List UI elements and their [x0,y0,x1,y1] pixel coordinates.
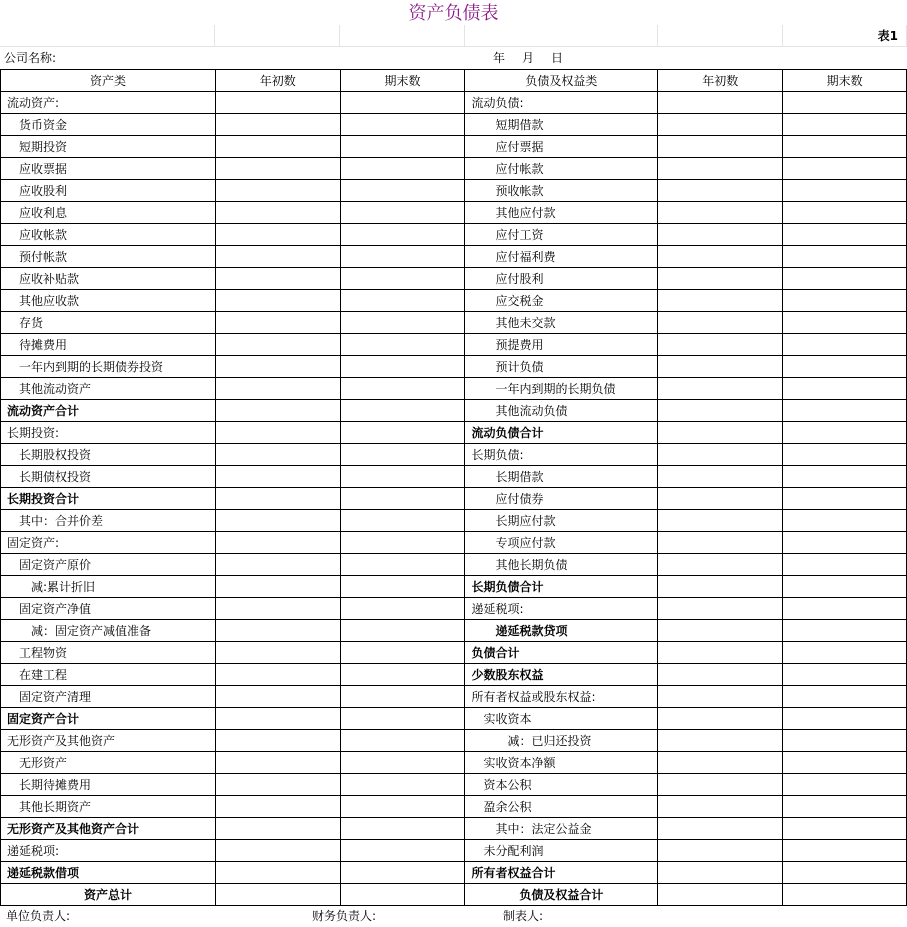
finance-head-label: 财务负责人: [312,909,377,923]
liab-begin-cell[interactable] [658,488,783,510]
liab-item-label: 其他应付款 [465,202,658,224]
liab-end-cell[interactable] [783,708,907,730]
asset-begin-cell[interactable] [215,400,340,422]
table-row [1,488,907,510]
empty-cell[interactable] [340,25,465,47]
liab-begin-cell[interactable] [658,334,783,356]
asset-item-label: 应收补贴款 [1,268,216,290]
asset-end-cell[interactable] [340,246,465,268]
liab-end-cell[interactable] [783,268,907,290]
asset-item-label: 固定资产: [1,532,216,554]
liab-begin-cell[interactable] [658,774,783,796]
asset-item-label: 减：固定资产减值准备 [1,620,216,642]
asset-end-cell[interactable] [340,400,465,422]
liab-begin-cell[interactable] [658,796,783,818]
liab-item-label: 应交税金 [465,290,658,312]
liab-item-label: 其中：法定公益金 [465,818,658,840]
liab-item-label: 流动负债合计 [465,422,658,444]
liab-total-label: 负债及权益合计 [465,884,658,906]
asset-item-label: 其中：合并价差 [1,510,216,532]
liab-begin-cell[interactable] [658,466,783,488]
table-number: 表1 [783,25,907,47]
asset-begin-cell[interactable] [215,796,340,818]
liab-end-cell[interactable] [783,202,907,224]
asset-item-label: 长期投资: [1,422,216,444]
table-row [1,312,907,334]
liab-begin-cell[interactable] [658,598,783,620]
asset-begin-cell[interactable] [215,224,340,246]
liab-end-cell[interactable] [783,92,907,114]
liab-begin-cell[interactable] [658,532,783,554]
col-header-asset-begin: 年初数 [215,70,340,92]
liab-begin-cell[interactable] [658,510,783,532]
asset-begin-cell[interactable] [215,444,340,466]
col-header-liab-begin: 年初数 [658,70,783,92]
asset-begin-cell[interactable] [215,290,340,312]
asset-end-cell[interactable] [340,862,465,884]
liab-end-cell[interactable] [783,488,907,510]
asset-end-cell[interactable] [340,202,465,224]
liab-item-label: 应付票据 [465,136,658,158]
asset-end-cell[interactable] [340,224,465,246]
liab-item-label: 其他长期负债 [465,554,658,576]
liab-begin-cell[interactable] [658,730,783,752]
sheet-number-row [0,25,907,47]
col-header-assets: 资产类 [1,70,216,92]
liab-end-cell[interactable] [783,290,907,312]
table-row [1,620,907,642]
liab-end-cell[interactable] [783,224,907,246]
liab-item-label: 预收帐款 [465,180,658,202]
liab-end-cell[interactable] [783,862,907,884]
liab-begin-cell[interactable] [658,752,783,774]
asset-begin-cell[interactable] [215,246,340,268]
table-row [1,554,907,576]
asset-begin-cell[interactable] [215,136,340,158]
asset-item-label: 存货 [1,312,216,334]
col-header-liab-end: 期末数 [783,70,907,92]
liab-end-cell[interactable] [783,642,907,664]
asset-end-cell[interactable] [340,686,465,708]
asset-item-label: 无形资产及其他资产合计 [1,818,216,840]
asset-begin-cell[interactable] [215,708,340,730]
asset-end-cell[interactable] [340,796,465,818]
liab-item-label: 盈余公积 [465,796,658,818]
liab-end-cell[interactable] [783,554,907,576]
liab-item-label: 应付债券 [465,488,658,510]
asset-begin-cell[interactable] [215,312,340,334]
liab-end-cell[interactable] [783,422,907,444]
page-title: 资产负债表 [408,3,499,24]
liab-begin-cell[interactable] [658,268,783,290]
liab-item-label: 流动负债: [465,92,658,114]
liab-item-label: 长期应付款 [465,510,658,532]
liab-end-cell[interactable] [783,796,907,818]
asset-end-cell[interactable] [340,576,465,598]
table-row [1,422,907,444]
liab-item-label: 实收资本 [465,708,658,730]
asset-item-label: 预付帐款 [1,246,216,268]
liab-begin-cell[interactable] [658,862,783,884]
liab-end-cell[interactable] [783,400,907,422]
liab-begin-cell[interactable] [658,576,783,598]
asset-item-label: 减:累计折旧 [1,576,216,598]
table-row [1,510,907,532]
asset-begin-cell[interactable] [215,488,340,510]
asset-end-cell[interactable] [340,598,465,620]
asset-item-label: 递延税项: [1,840,216,862]
asset-end-cell[interactable] [340,554,465,576]
asset-end-cell[interactable] [340,488,465,510]
asset-begin-cell[interactable] [215,356,340,378]
asset-end-cell[interactable] [340,356,465,378]
asset-item-label: 无形资产 [1,752,216,774]
empty-cell[interactable] [465,25,658,47]
table-row [1,730,907,752]
asset-end-cell[interactable] [340,664,465,686]
liab-begin-cell[interactable] [658,554,783,576]
header-row [1,70,907,92]
liab-end-cell[interactable] [783,158,907,180]
asset-item-label: 固定资产净值 [1,598,216,620]
table-row [1,224,907,246]
liab-item-label: 其他未交款 [465,312,658,334]
liab-begin-cell[interactable] [658,840,783,862]
asset-item-label: 一年内到期的长期债券投资 [1,356,216,378]
liab-item-label: 实收资本净额 [465,752,658,774]
liab-begin-cell[interactable] [658,664,783,686]
signature-footer [0,905,907,927]
table-row [1,246,907,268]
asset-item-label: 其他流动资产 [1,378,216,400]
table-row [1,774,907,796]
date-day-label: 日 [551,51,564,65]
table-row [1,92,907,114]
asset-begin-cell[interactable] [215,664,340,686]
date-month-label: 月 [522,51,535,65]
balance-table [0,69,907,906]
table-row [1,664,907,686]
asset-begin-cell[interactable] [215,554,340,576]
liab-begin-cell[interactable] [658,114,783,136]
preparer-label: 制表人: [503,909,544,923]
asset-begin-cell[interactable] [215,334,340,356]
liab-item-label: 应付福利费 [465,246,658,268]
liab-item-label: 长期负债: [465,444,658,466]
asset-item-label: 流动资产: [1,92,216,114]
asset-item-label: 应收票据 [1,158,216,180]
liab-end-cell[interactable] [783,466,907,488]
table-row [1,356,907,378]
liab-end-cell[interactable] [783,840,907,862]
asset-end-cell[interactable] [340,136,465,158]
asset-item-label: 固定资产合计 [1,708,216,730]
table-row [1,532,907,554]
table-row [1,598,907,620]
liab-end-cell[interactable] [783,378,907,400]
table-row [1,158,907,180]
asset-item-label: 长期待摊费用 [1,774,216,796]
liab-begin-cell[interactable] [658,378,783,400]
liab-begin-cell[interactable] [658,224,783,246]
empty-cell[interactable] [0,25,215,47]
liab-item-label: 预计负债 [465,356,658,378]
table-row [1,796,907,818]
asset-begin-cell[interactable] [215,576,340,598]
asset-begin-cell[interactable] [215,92,340,114]
asset-total-begin-cell[interactable] [215,884,340,906]
table-row [1,334,907,356]
liab-item-label: 一年内到期的长期负债 [465,378,658,400]
asset-end-cell[interactable] [340,334,465,356]
liab-end-cell[interactable] [783,752,907,774]
asset-end-cell[interactable] [340,510,465,532]
liab-item-label: 少数股东权益 [465,664,658,686]
liab-item-label: 应付工资 [465,224,658,246]
asset-begin-cell[interactable] [215,774,340,796]
asset-item-label: 在建工程 [1,664,216,686]
liab-end-cell[interactable] [783,136,907,158]
asset-item-label: 长期债权投资 [1,466,216,488]
liab-begin-cell[interactable] [658,620,783,642]
asset-begin-cell[interactable] [215,840,340,862]
asset-total-end-cell[interactable] [340,884,465,906]
liab-begin-cell[interactable] [658,312,783,334]
asset-total-label: 资产总计 [1,884,216,906]
asset-begin-cell[interactable] [215,642,340,664]
company-label: 公司名称: [4,51,57,65]
asset-begin-cell[interactable] [215,268,340,290]
asset-begin-cell[interactable] [215,818,340,840]
liab-end-cell[interactable] [783,510,907,532]
asset-item-label: 短期投资 [1,136,216,158]
asset-begin-cell[interactable] [215,862,340,884]
asset-begin-cell[interactable] [215,422,340,444]
asset-item-label: 固定资产清理 [1,686,216,708]
asset-item-label: 货币资金 [1,114,216,136]
liab-end-cell[interactable] [783,818,907,840]
asset-begin-cell[interactable] [215,532,340,554]
liab-item-label: 应付帐款 [465,158,658,180]
unit-head-label: 单位负责人: [6,909,71,923]
liab-end-cell[interactable] [783,532,907,554]
liab-begin-cell[interactable] [658,202,783,224]
liab-item-label: 短期借款 [465,114,658,136]
asset-begin-cell[interactable] [215,686,340,708]
liab-begin-cell[interactable] [658,356,783,378]
date-year-label: 年 [493,51,506,65]
liab-end-cell[interactable] [783,312,907,334]
liab-begin-cell[interactable] [658,422,783,444]
liab-item-label: 预提费用 [465,334,658,356]
asset-end-cell[interactable] [340,422,465,444]
asset-end-cell[interactable] [340,312,465,334]
asset-end-cell[interactable] [340,840,465,862]
table-body [1,92,907,884]
asset-item-label: 长期投资合计 [1,488,216,510]
table-row [1,114,907,136]
liab-begin-cell[interactable] [658,158,783,180]
liab-begin-cell[interactable] [658,400,783,422]
table-row [1,444,907,466]
table-row [1,576,907,598]
asset-end-cell[interactable] [340,774,465,796]
asset-end-cell[interactable] [340,92,465,114]
liab-item-label: 减：已归还投资 [465,730,658,752]
asset-begin-cell[interactable] [215,752,340,774]
liab-begin-cell[interactable] [658,818,783,840]
asset-item-label: 待摊费用 [1,334,216,356]
asset-end-cell[interactable] [340,290,465,312]
liab-end-cell[interactable] [783,598,907,620]
total-row [1,884,907,906]
liab-end-cell[interactable] [783,180,907,202]
liab-end-cell[interactable] [783,576,907,598]
liab-begin-cell[interactable] [658,136,783,158]
asset-end-cell[interactable] [340,180,465,202]
asset-end-cell[interactable] [340,466,465,488]
liab-end-cell[interactable] [783,114,907,136]
liab-item-label: 长期借款 [465,466,658,488]
asset-end-cell[interactable] [340,642,465,664]
asset-begin-cell[interactable] [215,158,340,180]
asset-begin-cell[interactable] [215,378,340,400]
asset-end-cell[interactable] [340,444,465,466]
table-row [1,862,907,884]
liab-item-label: 递延税款贷项 [465,620,658,642]
asset-begin-cell[interactable] [215,620,340,642]
table-row [1,752,907,774]
liab-item-label: 所有者权益合计 [465,862,658,884]
liab-begin-cell[interactable] [658,686,783,708]
liab-begin-cell[interactable] [658,290,783,312]
asset-begin-cell[interactable] [215,598,340,620]
liab-end-cell[interactable] [783,444,907,466]
empty-cell[interactable] [658,25,783,47]
liab-total-end-cell[interactable] [783,884,907,906]
asset-item-label: 应收帐款 [1,224,216,246]
table-row [1,818,907,840]
liab-begin-cell[interactable] [658,180,783,202]
asset-item-label: 长期股权投资 [1,444,216,466]
asset-begin-cell[interactable] [215,510,340,532]
liab-begin-cell[interactable] [658,92,783,114]
liab-begin-cell[interactable] [658,444,783,466]
table-row [1,378,907,400]
asset-item-label: 流动资产合计 [1,400,216,422]
liab-end-cell[interactable] [783,664,907,686]
asset-item-label: 其他长期资产 [1,796,216,818]
table-row [1,686,907,708]
asset-end-cell[interactable] [340,708,465,730]
liab-begin-cell[interactable] [658,246,783,268]
table-row [1,466,907,488]
liab-end-cell[interactable] [783,620,907,642]
asset-item-label: 其他应收款 [1,290,216,312]
liab-total-begin-cell[interactable] [658,884,783,906]
liab-item-label: 资本公积 [465,774,658,796]
asset-item-label: 无形资产及其他资产 [1,730,216,752]
asset-begin-cell[interactable] [215,730,340,752]
asset-begin-cell[interactable] [215,202,340,224]
asset-end-cell[interactable] [340,620,465,642]
liab-begin-cell[interactable] [658,708,783,730]
liab-begin-cell[interactable] [658,642,783,664]
asset-end-cell[interactable] [340,532,465,554]
table-row [1,290,907,312]
asset-end-cell[interactable] [340,268,465,290]
asset-item-label: 固定资产原价 [1,554,216,576]
col-header-liabilities: 负债及权益类 [465,70,658,92]
liab-end-cell[interactable] [783,730,907,752]
asset-begin-cell[interactable] [215,466,340,488]
liab-item-label: 应付股利 [465,268,658,290]
liab-end-cell[interactable] [783,356,907,378]
asset-item-label: 应收股利 [1,180,216,202]
asset-end-cell[interactable] [340,752,465,774]
liab-item-label: 未分配利润 [465,840,658,862]
asset-end-cell[interactable] [340,378,465,400]
table-row [1,136,907,158]
liab-item-label: 负债合计 [465,642,658,664]
liab-item-label: 所有者权益或股东权益: [465,686,658,708]
liab-item-label: 递延税项: [465,598,658,620]
asset-end-cell[interactable] [340,114,465,136]
asset-item-label: 工程物资 [1,642,216,664]
asset-item-label: 递延税款借项 [1,862,216,884]
liab-end-cell[interactable] [783,686,907,708]
table-row [1,268,907,290]
table-row [1,708,907,730]
liab-item-label: 长期负债合计 [465,576,658,598]
asset-begin-cell[interactable] [215,180,340,202]
asset-item-label: 应收利息 [1,202,216,224]
liab-end-cell[interactable] [783,334,907,356]
col-header-asset-end: 期末数 [340,70,465,92]
asset-begin-cell[interactable] [215,114,340,136]
table-row [1,642,907,664]
table-row [1,180,907,202]
liab-item-label: 其他流动负债 [465,400,658,422]
liab-end-cell[interactable] [783,774,907,796]
liab-end-cell[interactable] [783,246,907,268]
table-row [1,400,907,422]
asset-end-cell[interactable] [340,158,465,180]
table-row [1,202,907,224]
asset-end-cell[interactable] [340,730,465,752]
company-date-row [0,47,907,69]
table-row [1,840,907,862]
empty-cell[interactable] [215,25,340,47]
asset-end-cell[interactable] [340,818,465,840]
liab-item-label: 专项应付款 [465,532,658,554]
